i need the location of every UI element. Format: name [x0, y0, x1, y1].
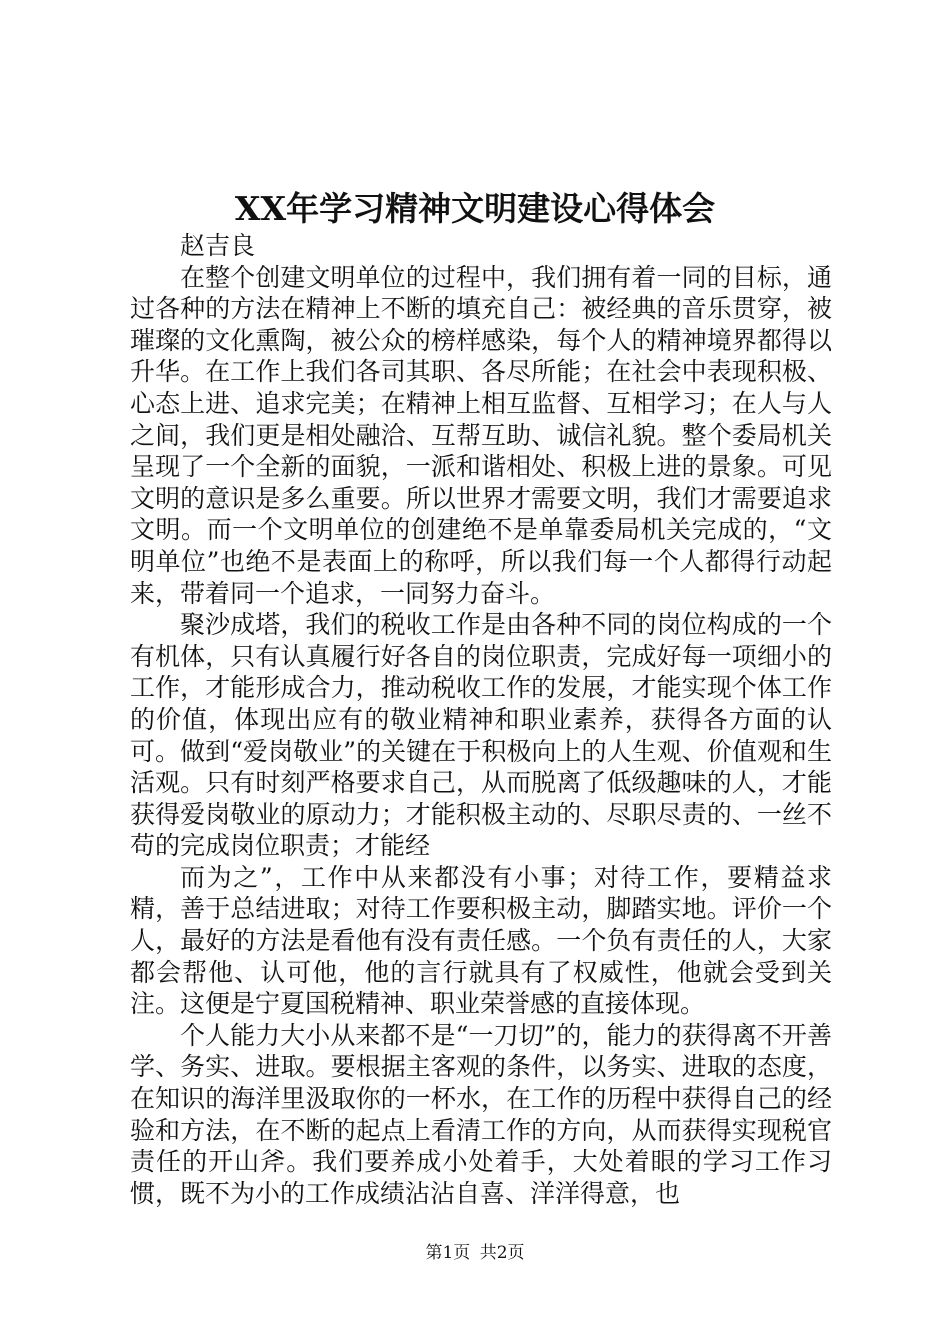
document-body	[130, 230, 832, 1209]
author-name: 赵吉良	[180, 231, 256, 260]
page-total: 共2页	[479, 1243, 525, 1263]
page-number: 第1页	[425, 1243, 471, 1263]
paragraph-2: 聚沙成塔，我们的税收工作是由各种不同的岗位构成的一个有机体，只有认真履行好各自的岗位职责，完成好每一项细小的工作，才能形成合力，推动税收工作的发展，才能实现个体工作的价值，体现出应有的敬业精神和职业素养，获得各方面的认可。做到“爱岗敬业”的关键在于积极向上的人生观、价值观和生活观。只有时刻严格要求自己，从而脱离了低级趣味的人，才能获得爱岗敬业的原动力；才能积极主动的、尽职尽责的、一丝不苟的完成岗位职责；才能经	[130, 610, 832, 861]
document-title: XX年学习精神文明建设心得体会	[234, 189, 716, 228]
paragraph-4: 个人能力大小从来都不是“一刀切”的，能力的获得离不开善学、务实、进取。要根据主客观的条件，以务实、进取的态度，在知识的海洋里汲取你的一杯水，在工作的历程中获得自己的经验和方法，在不断的起点上看清工作的方向，从而获得实现税官责任的开山斧。我们要养成小处着手，大处着眼的学习工作习惯，既不为小的工作成绩沾沾自喜、洋洋得意，也	[130, 1020, 832, 1208]
paragraph-1: 在整个创建文明单位的过程中，我们拥有着一同的目标，通过各种的方法在精神上不断的填充自己：被经典的音乐贯穿，被璀璨的文化熏陶，被公众的榜样感染，每个人的精神境界都得以升华。在工作上我们各司其职、各尽所能；在社会中表现积极、心态上进、追求完美；在精神上相互监督、互相学习；在人与人之间，我们更是相处融洽、互帮互助、诚信礼貌。整个委局机关呈现了一个全新的面貌，一派和谐相处、积极上进的景象。可见文明的意识是多么重要。所以世界才需要文明，我们才需要追求文明。而一个文明单位的创建绝不是单靠委局机关完成的，“文明单位”也绝不是表面上的称呼，所以我们每一个人都得行动起来，带着同一个追求，一同努力奋斗。	[130, 262, 832, 608]
page-footer	[0, 1241, 950, 1265]
paragraph-3: 而为之”，工作中从来都没有小事；对待工作，要精益求精，善于总结进取；对待工作要积极主动，脚踏实地。评价一个人，最好的方法是看他有没有责任感。一个负有责任的人，大家都会帮他、认可他，他的言行就具有了权威性，他就会受到关注。这便是宁夏国税精神、职业荣誉感的直接体现。	[130, 862, 832, 1019]
